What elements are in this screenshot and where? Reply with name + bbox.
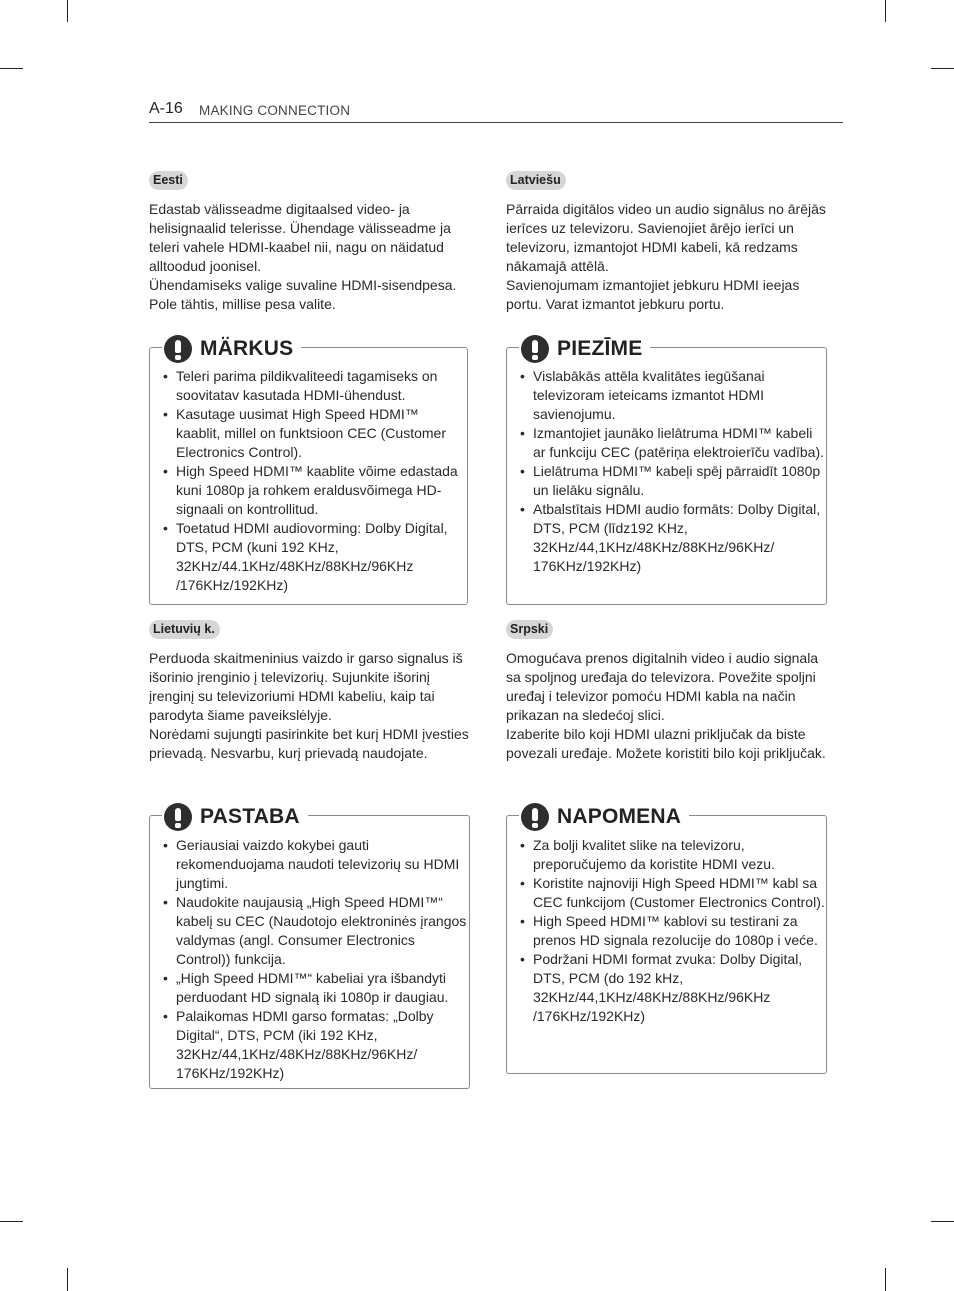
exclamation-icon (521, 803, 549, 831)
note-list (507, 367, 826, 576)
crop-mark (885, 0, 886, 22)
note-item: • Palaikomas HDMI garso formatas: „Dolby Digital“, DTS, PCM (iki 192 KHz, 32KHz/44,1KHz/48KHz/88KHz/96KHz/ 176KHz/192KHz) (150, 1007, 469, 1083)
language-badge: Eesti (149, 171, 188, 190)
note-item: • Za bolji kvalitet slike na televizoru, preporučujemo da koristite HDMI vezu. (507, 836, 826, 874)
crop-mark (0, 1221, 23, 1222)
note-title: MÄRKUS (200, 337, 294, 360)
note-item: • „High Speed HDMI™“ kabeliai yra išbandyti perduodant HD signalą iki 1080p ir daugiau. (150, 969, 469, 1007)
exclamation-icon (521, 335, 549, 363)
language-badge: Lietuvių k. (149, 620, 220, 639)
page-header (149, 100, 843, 123)
language-badge: Latviešu (506, 171, 566, 190)
language-section-lietuviu (149, 620, 470, 763)
exclamation-icon (164, 335, 192, 363)
section-paragraph: Perduoda skaitmeninius vaizdo ir garso signalus iš išorinio įrenginio į televizorių. Sujunkite išorinį įrenginį su televizoriumi HDMI kabeliu, kaip tai parodyta šiame paveikslėlyje. Norėdami sujungti pasirinkite bet kurį HDMI įvesties prievadą. Nesvarbu, kurį prievadą naudojate. (149, 650, 469, 761)
note-title: PASTABA (200, 805, 300, 828)
note-header (162, 800, 308, 834)
note-item: • Atbalstītais HDMI audio formāts: Dolby Digital, DTS, PCM (līdz192 KHz, 32KHz/44,1KHz/48KHz/88KHz/96KHz/ 176KHz/192KHz) (507, 500, 826, 576)
language-section-srpski (506, 620, 827, 763)
note-item: • Naudokite naujausią „High Speed HDMI™“ kabelį su CEC (Naudotojo elektroninės įrangos valdymas (angl. Consumer Electronics Control)) funkcija. (150, 893, 469, 969)
note-header (162, 332, 301, 366)
note-item: • Vislabākās attēla kvalitātes iegūšanai televizoram ieteicams izmantot HDMI savienojumu. (507, 367, 826, 424)
note-box-napomena (506, 805, 827, 1074)
note-box-pastaba (149, 805, 470, 1089)
section-title: MAKING CONNECTION (199, 103, 351, 118)
language-section-latviesu (506, 171, 827, 314)
section-paragraph: Edastab välisseadme digitaalsed video- ja helisignaalid telerisse. Ühendage välisseadme ja teleri vahele HDMI-kaabel nii, nagu on näidatud alltoodud joonisel. Ühendamiseks valige suvaline HDMI-sisendpesa. Pole tähtis, millise pesa valite. (149, 201, 457, 312)
crop-mark (67, 0, 68, 22)
note-item: • Podržani HDMI format zvuka: Dolby Digital, DTS, PCM (do 192 kHz, 32KHz/44,1KHz/48KHz/88KHz/96KHz /176KHz/192KHz) (507, 950, 826, 1026)
crop-mark (0, 68, 23, 69)
note-item: • Teleri parima pildikvaliteedi tagamiseks on soovitatav kasutada HDMI-ühendust. (150, 367, 467, 405)
language-section-eesti (149, 171, 470, 314)
note-header (519, 332, 650, 366)
note-item: • Kasutage uusimat High Speed HDMI™ kaablit, millel on funktsioon CEC (Customer Electronics Control). (150, 405, 467, 462)
note-list (150, 836, 469, 1083)
language-badge: Srpski (506, 620, 553, 639)
note-item: • Lielātruma HDMI™ kabeļi spēj pārraidīt 1080p un lielāku signālu. (507, 462, 826, 500)
crop-mark (931, 1221, 954, 1222)
note-item: • Izmantojiet jaunāko lielātruma HDMI™ kabeli ar funkciju CEC (patēriņa elektroierīču vadība). (507, 424, 826, 462)
note-box-piezime (506, 337, 827, 605)
note-list (507, 836, 826, 1026)
crop-mark (931, 68, 954, 69)
note-title: NAPOMENA (557, 805, 682, 828)
note-box-markus (149, 337, 468, 605)
note-item: • High Speed HDMI™ kablovi su testirani za prenos HD signala rezolucije do 1080p i veće. (507, 912, 826, 950)
note-item: • Koristite najnoviji High Speed HDMI™ kabl sa CEC funkcijom (Customer Electronics Control). (507, 874, 826, 912)
note-item: • Geriausiai vaizdo kokybei gauti rekomenduojama naudoti televizorių su HDMI jungtimi. (150, 836, 469, 893)
crop-mark (885, 1268, 886, 1291)
note-title: PIEZĪME (557, 337, 643, 360)
note-header (519, 800, 689, 834)
note-list (150, 367, 467, 595)
page-number: A-16 (149, 100, 183, 117)
note-item: • High Speed HDMI™ kaablite võime edastada kuni 1080p ja rohkem eraldusvõimega HD-signaali on kontrollitud. (150, 462, 467, 519)
section-paragraph: Pārraida digitālos video un audio signālus no ārējās ierīces uz televizoru. Savienojiet ārējo ierīci un televizoru, izmantojot HDMI kabeli, kā redzams nākamajā attēlā. Savienojumam izmantojiet jebkuru HDMI ieejas portu. Varat izmantot jebkuru portu. (506, 201, 826, 312)
note-item: • Toetatud HDMI audiovorming: Dolby Digital, DTS, PCM (kuni 192 KHz, 32KHz/44.1KHz/48KHz/88KHz/96KHz /176KHz/192KHz) (150, 519, 467, 595)
crop-mark (67, 1268, 68, 1291)
exclamation-icon (164, 803, 192, 831)
section-paragraph: Omogućava prenos digitalnih video i audio signala sa spoljnog uređaja do televizora. Povežite spoljni uređaj i televizor pomoću HDMI kabla na način prikazan na sledećoj slici. Izaberite bilo koji HDMI ulazni priključak da biste povezali uređaje. Možete koristiti bilo koji priključak. (506, 650, 826, 761)
